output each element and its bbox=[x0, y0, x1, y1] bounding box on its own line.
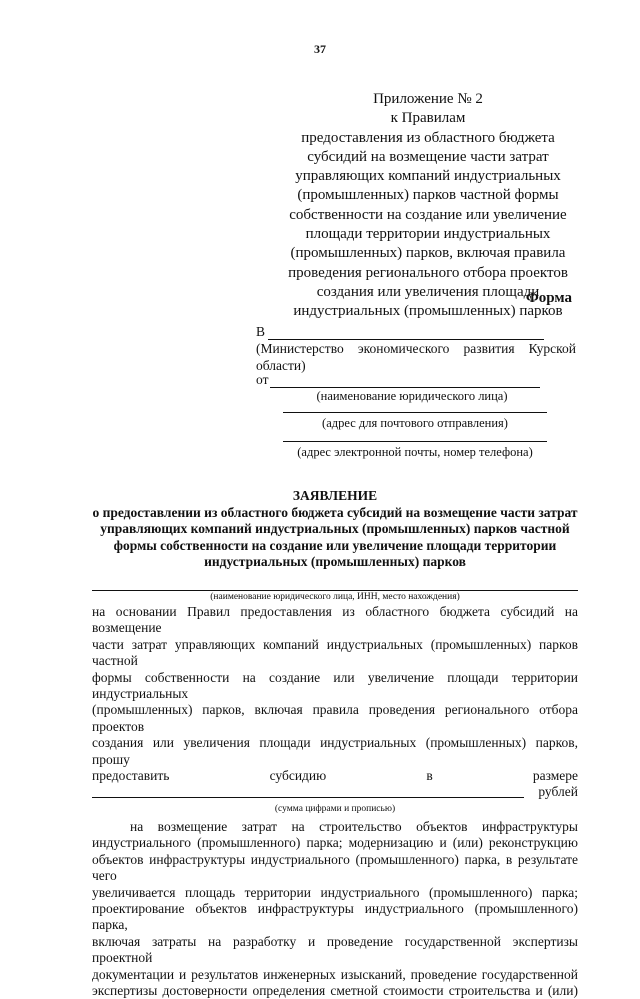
body-line: на возмещение затрат на строительство объектов инфраструктуры bbox=[130, 818, 578, 834]
body-line: формы собственности на создание или увеличение площади территории индустриальных bbox=[92, 669, 578, 702]
appendix-line: создания или увеличения площади bbox=[316, 283, 540, 300]
body-line: на основании Правил предоставления из областного бюджета субсидий на возмещение bbox=[92, 604, 578, 636]
from-prefix: от bbox=[256, 372, 269, 387]
ministry-name-line2: области) bbox=[256, 357, 306, 373]
body-line: создания или увеличения площади индустриальных (промышленных) парков, прошу bbox=[92, 735, 578, 767]
appendix-line: проведения регионального отбора проектов bbox=[288, 264, 568, 281]
form-label: Форма bbox=[525, 290, 572, 306]
title-line: о предоставлении из областного бюджета субсидий на возмещение части затрат bbox=[92, 504, 578, 520]
postal-address-line bbox=[283, 412, 547, 413]
body-line: включая затраты на разработку и проведение государственной экспертизы проектной bbox=[92, 933, 578, 966]
page-number: 37 bbox=[314, 42, 326, 56]
appendix-line: субсидий на возмещение части затрат bbox=[307, 148, 549, 165]
legal-entity-caption: (наименование юридического лица) bbox=[316, 389, 508, 403]
applicant-caption: (наименование юридического лица, ИНН, место нахождения) bbox=[210, 592, 460, 602]
application-title bbox=[92, 488, 578, 571]
body-line: (промышленных) парков, включая правила проведения регионального отбора проектов bbox=[92, 702, 578, 734]
amount-row bbox=[92, 784, 578, 800]
recipient-block bbox=[256, 324, 576, 374]
body-line: части затрат управляющих компаний индустриальных (промышленных) парков частной bbox=[92, 636, 578, 669]
sender-block bbox=[256, 372, 576, 404]
rubles-label: рублей bbox=[538, 784, 578, 800]
appendix-line: к Правилам bbox=[390, 110, 466, 127]
title-line: управляющих компаний индустриальных (промышленных) парков частной bbox=[100, 521, 570, 537]
title-line: индустриальных (промышленных) парков bbox=[204, 554, 466, 570]
appendix-line: индустриальных (промышленных) парков bbox=[293, 303, 563, 320]
appendix-line: (промышленных) парков, включая правила bbox=[290, 245, 566, 262]
contact-caption: (адрес электронной почты, номер телефона) bbox=[297, 445, 533, 459]
amount-blank-line bbox=[92, 797, 524, 798]
amount-caption: (сумма цифрами и прописью) bbox=[274, 804, 396, 815]
body-line: документации и результатов инженерных изысканий, проведение государственной bbox=[92, 966, 578, 982]
appendix-line: Приложение № 2 bbox=[373, 91, 483, 107]
appendix-line: площади территории индустриальных bbox=[305, 226, 551, 243]
body-line: предоставить субсидию в размере bbox=[92, 768, 578, 784]
appendix-header bbox=[258, 90, 598, 322]
body-line: увеличивается площадь территории индустриального (промышленного) парка; bbox=[92, 884, 578, 900]
body-line: проектирование объектов инфраструктуры индустриального (промышленного) парка, bbox=[92, 900, 578, 933]
contact-line bbox=[283, 441, 547, 442]
to-prefix: В bbox=[256, 324, 266, 339]
recipient-blank-line bbox=[268, 339, 544, 340]
appendix-line: управляющих компаний индустриальных bbox=[295, 168, 561, 185]
applicant-line bbox=[92, 590, 578, 591]
postal-address-caption: (адрес для почтового отправления) bbox=[322, 416, 508, 430]
title-line: формы собственности на создание или увеличение площади территории bbox=[113, 537, 557, 553]
body-line: объектов инфраструктуры индустриального (промышленного) парка, в результате чего bbox=[92, 851, 578, 884]
body-line: экспертизы достоверности определения сметной стоимости строительства и (или) bbox=[92, 982, 578, 998]
application-heading: ЗАЯВЛЕНИЕ bbox=[292, 488, 378, 503]
appendix-line: (промышленных) парков частной формы bbox=[297, 187, 559, 204]
appendix-line: собственности на создание или увеличение bbox=[289, 206, 567, 223]
appendix-line: предоставления из областного бюджета bbox=[301, 129, 555, 146]
ministry-name-line1: (Министерство экономического развития Курской bbox=[256, 341, 576, 356]
sender-blank-line bbox=[270, 387, 540, 388]
application-body bbox=[92, 604, 578, 999]
body-line: индустриального (промышленного) парка; модернизацию и (или) реконструкцию bbox=[92, 835, 578, 851]
